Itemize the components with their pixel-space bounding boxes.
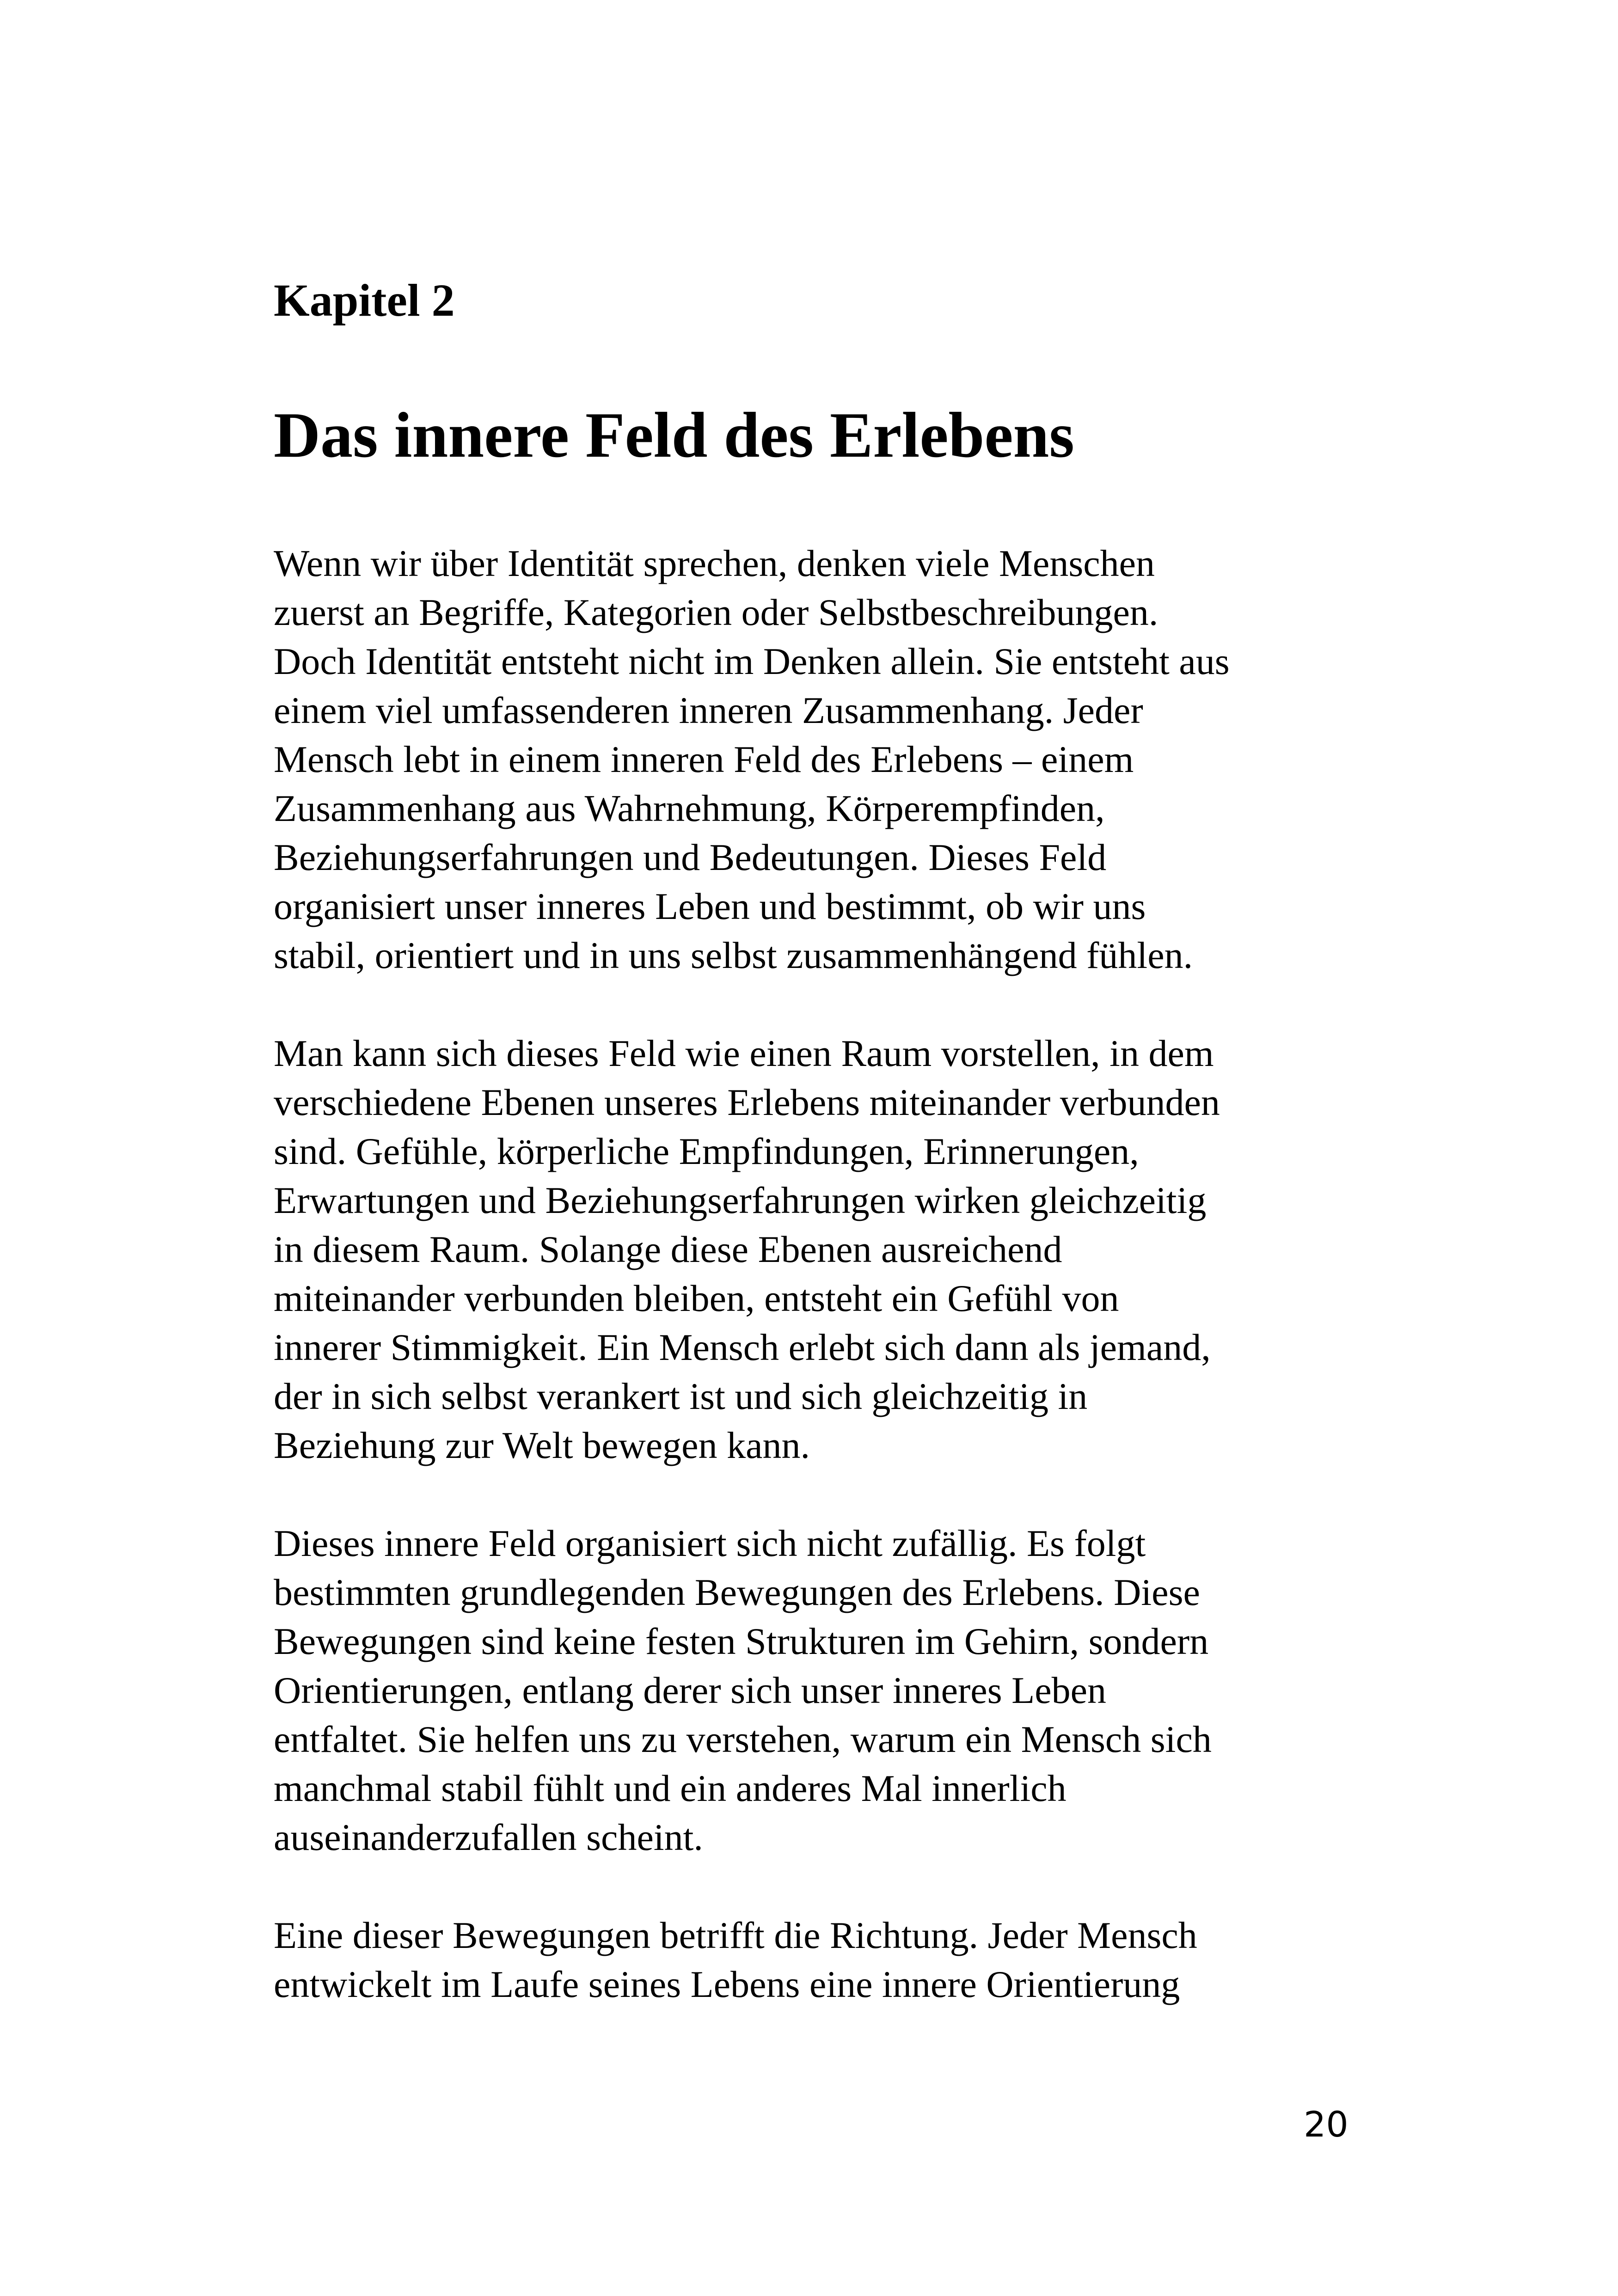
text-line: stabil, orientiert und in uns selbst zusammenhängend fühlen.	[274, 934, 1193, 976]
text-line: Erwartungen und Beziehungserfahrungen wirken gleichzeitig	[274, 1179, 1207, 1221]
text-line: miteinander verbunden bleiben, entsteht ein Gefühl von	[274, 1277, 1119, 1319]
text-line: auseinanderzufallen scheint.	[274, 1816, 703, 1858]
chapter-title: Das innere Feld des Erlebens	[274, 399, 1074, 471]
text-line: Dieses innere Feld organisiert sich nicht zufällig. Es folgt	[274, 1522, 1146, 1564]
text-line: Man kann sich dieses Feld wie einen Raum vorstellen, in dem	[274, 1032, 1214, 1074]
text-line: Beziehungserfahrungen und Bedeutungen. Dieses Feld	[274, 836, 1107, 878]
chapter-label: Kapitel 2	[274, 275, 455, 326]
paragraph	[274, 1911, 1383, 2009]
text-line: sind. Gefühle, körperliche Empfindungen, Erinnerungen,	[274, 1130, 1139, 1172]
text-line: entwickelt im Laufe seines Lebens eine innere Orientierung	[274, 1963, 1180, 2005]
text-line: Orientierungen, entlang derer sich unser inneres Leben	[274, 1669, 1106, 1711]
text-line: bestimmten grundlegenden Bewegungen des Erlebens. Diese	[274, 1571, 1200, 1613]
text-line: manchmal stabil fühlt und ein anderes Mal innerlich	[274, 1767, 1066, 1809]
page-number: 20	[1304, 2104, 1348, 2145]
text-line: Eine dieser Bewegungen betrifft die Richtung. Jeder Mensch	[274, 1914, 1197, 1956]
paragraph	[274, 1029, 1383, 1470]
text-line: in diesem Raum. Solange diese Ebenen ausreichend	[274, 1228, 1062, 1270]
text-line: organisiert unser inneres Leben und bestimmt, ob wir uns	[274, 885, 1146, 927]
text-line: einem viel umfassenderen inneren Zusammenhang. Jeder	[274, 689, 1143, 731]
text-line: Wenn wir über Identität sprechen, denken viele Menschen	[274, 542, 1155, 584]
text-line: verschiedene Ebenen unseres Erlebens miteinander verbunden	[274, 1081, 1220, 1123]
text-line: entfaltet. Sie helfen uns zu verstehen, warum ein Mensch sich	[274, 1718, 1212, 1760]
text-line: zuerst an Begriffe, Kategorien oder Selbstbeschreibungen.	[274, 591, 1158, 633]
text-line: Beziehung zur Welt bewegen kann.	[274, 1424, 810, 1466]
text-line: der in sich selbst verankert ist und sich gleichzeitig in	[274, 1375, 1088, 1417]
paragraph	[274, 1519, 1383, 1862]
text-line: innerer Stimmigkeit. Ein Mensch erlebt sich dann als jemand,	[274, 1326, 1211, 1368]
text-line: Bewegungen sind keine festen Strukturen im Gehirn, sondern	[274, 1620, 1209, 1662]
body-text	[274, 539, 1383, 2058]
text-line: Mensch lebt in einem inneren Feld des Erlebens – einem	[274, 738, 1134, 780]
text-line: Zusammenhang aus Wahrnehmung, Körperempfinden,	[274, 787, 1105, 829]
paragraph	[274, 539, 1383, 980]
text-line: Doch Identität entsteht nicht im Denken allein. Sie entsteht aus	[274, 640, 1230, 682]
